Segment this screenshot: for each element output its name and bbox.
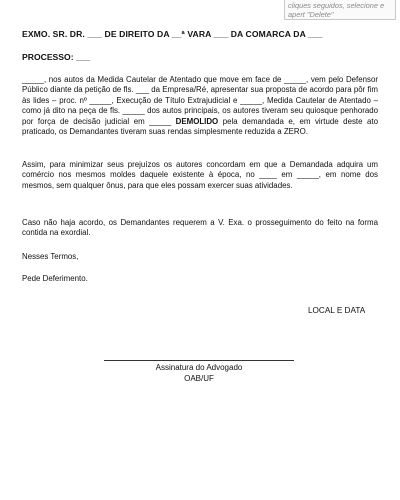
- paragraph-proposal-part2: pela demandada e, em virtude deste ato praticado, os Demandantes tiveram suas rendas simplesmente reduzida a ZERO.: [22, 116, 378, 137]
- paragraph-proposal-bold: DEMOLIDO: [175, 116, 219, 126]
- signature-oab: OAB/UF: [184, 374, 214, 383]
- paragraph-proposal-part1: _____, nos autos da Medida Cautelar de Atentado que move em face de _____, vem pelo Defensor Público diante da petição de fls. ___ da Empresa/Ré, apresentar sua proposta de acordo para pôr fim às lides – proc. nº _____, Execução de Título Extrajudicial e _____, Medida Cautelar de Atentado – como já dito na peça de fls. _____ dos autos principais, os autores tiveram seu quiosque penhorado por força de decisão judicial em _____: [22, 75, 378, 126]
- closing-terms: Nesses Termos,: [22, 252, 79, 261]
- signature-line: [104, 360, 294, 361]
- paragraph-no-agreement: Caso não haja acordo, os Demandantes requerem a V. Exa. o prosseguimento do feito na forma contida na exordial.: [22, 218, 378, 238]
- signature-name: Assinatura do Advogado: [155, 363, 243, 372]
- paragraph-minimize: Assim, para minimizar seus prejuízos os autores concordam em que a Demandada adquira um comércio nos mesmos moldes daquele existente à época, no ____ em _____, em nome dos mesmos, sem qualquer ônus, para que eles possam exercer suas atividades.: [22, 160, 378, 190]
- closing-request: Pede Deferimento.: [22, 274, 88, 283]
- place-and-date: LOCAL E DATA: [308, 306, 366, 315]
- instruction-hint: cliques seguidos, selecione e apert "Delete": [284, 0, 396, 20]
- process-number: PROCESSO: ___: [22, 52, 91, 62]
- court-header: EXMO. SR. DR. ___ DE DIREITO DA __ª VARA ___ DA COMARCA DA ___: [22, 29, 323, 39]
- paragraph-proposal: [22, 75, 378, 137]
